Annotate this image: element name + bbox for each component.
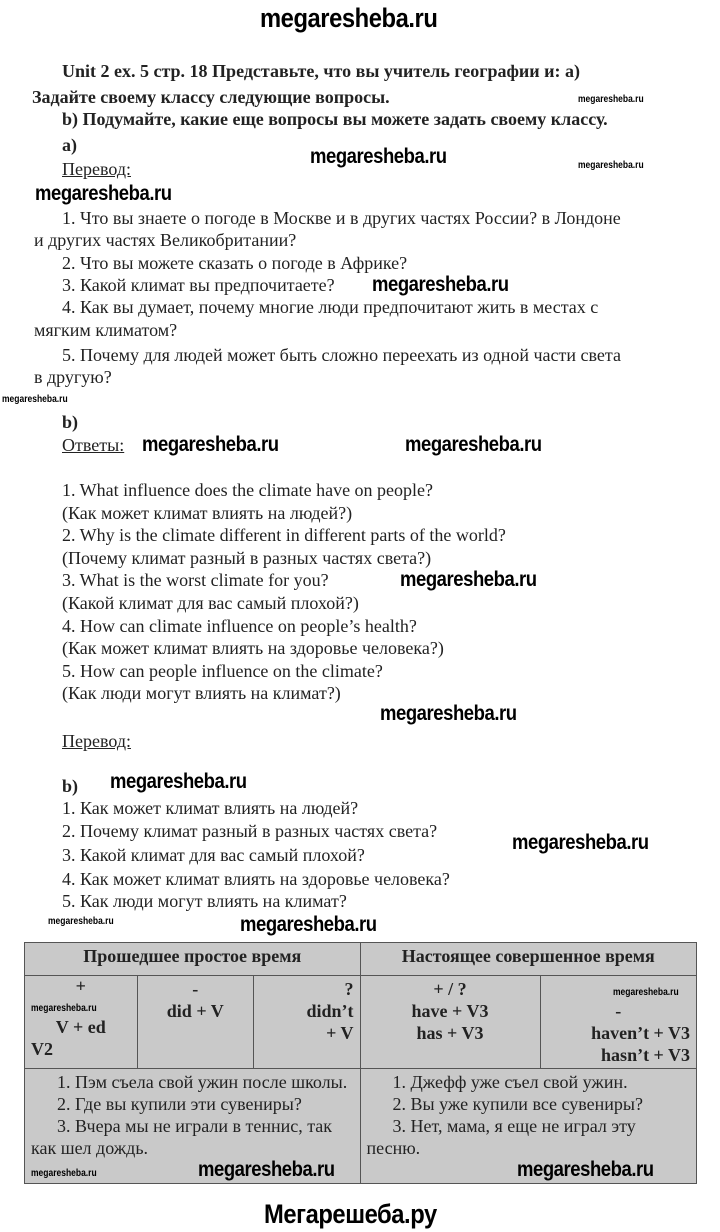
translation-line: 3. Какой климат для вас самый плохой? <box>62 845 365 865</box>
present-perfect-header: Настоящее совершенное время <box>360 943 696 976</box>
watermark: megaresheba.ru <box>310 145 447 168</box>
answer-line: 4. How can climate influence on people’s health? <box>62 616 417 636</box>
watermark: megaresheba.ru <box>516 1158 654 1181</box>
task-line: b) Подумайте, какие еще вопросы вы можете задать своему классу. <box>62 109 608 129</box>
pp-affirm-question-cell: + / ? have + V3 has + V3 <box>360 976 540 1069</box>
answer-line: (Как люди могут влиять на климат?) <box>62 683 341 703</box>
watermark: megaresheba.ru <box>240 913 377 936</box>
answer-line: 5. How can people influence on the climate? <box>62 661 383 681</box>
plus-cell: + megaresheba.ru V + ed V2 <box>25 976 138 1069</box>
site-header[interactable]: megaresheba.ru <box>260 3 438 33</box>
answer-line: 3. What is the worst climate for you? <box>62 570 329 590</box>
answer-line: (Почему климат разный в разных частях света?) <box>62 548 432 568</box>
answer-line: 1. What influence does the climate have on people? <box>62 480 434 500</box>
section-label: а) <box>62 135 77 155</box>
watermark: megaresheba.ru <box>612 987 679 998</box>
translation-line: 1. Как может климат влиять на людей? <box>62 798 359 818</box>
section-heading: Перевод: <box>62 731 131 751</box>
past-examples: 1. Пэм съела свой ужин после школы. 2. Где вы купили эти сувениры? 3. Вчера мы не играли в теннис, так как шел дождь. megaresheba.ru megaresheba.ru <box>25 1069 361 1184</box>
text-line: 3. Какой климат вы предпочитаете? <box>62 275 335 295</box>
watermark: megaresheba.ru <box>31 1003 97 1014</box>
watermark: megaresheba.ru <box>512 831 649 854</box>
answer-line: (Как может климат влиять на здоровье человека?) <box>62 638 444 658</box>
watermark: megaresheba.ru <box>405 433 542 456</box>
pp-negative-cell: megaresheba.ru - haven’t + V3 hasn’t + V3 <box>540 976 696 1069</box>
watermark: megaresheba.ru <box>35 182 172 205</box>
translation-line: 2. Почему климат разный в разных частях света? <box>62 821 438 841</box>
watermark: megaresheba.ru <box>400 568 537 591</box>
text-line: в другую? <box>34 367 112 387</box>
text-line: 5. Почему для людей может быть сложно переехать из одной части света <box>62 345 621 365</box>
translation-line: 4. Как может климат влиять на здоровье человека? <box>62 869 450 889</box>
answer-line: (Какой климат для вас самый плохой?) <box>62 593 359 613</box>
grammar-table <box>24 942 697 1184</box>
section-label: b) <box>62 412 79 432</box>
watermark: megaresheba.ru <box>578 94 644 105</box>
watermark: megaresheba.ru <box>372 273 509 296</box>
text-line: 4. Как вы думает, почему многие люди предпочитают жить в местах с <box>62 297 599 317</box>
question-cell: ? didn’t + V <box>254 976 360 1069</box>
text-line: мягким климатом? <box>34 320 178 340</box>
watermark: megaresheba.ru <box>2 394 68 405</box>
watermark: megaresheba.ru <box>380 702 517 725</box>
watermark: megaresheba.ru <box>578 160 644 171</box>
minus-cell: - did + V <box>137 976 254 1069</box>
watermark: megaresheba.ru <box>31 1168 97 1179</box>
translation-line: 5. Как люди могут влиять на климат? <box>62 891 347 911</box>
watermark: megaresheba.ru <box>198 1158 335 1181</box>
watermark: megaresheba.ru <box>48 916 114 927</box>
watermark: megaresheba.ru <box>142 433 279 456</box>
section-heading: Перевод: <box>62 159 131 179</box>
text-line: и других частях Великобритании? <box>34 230 297 250</box>
task-line: Задайте своему классу следующие вопросы. <box>32 87 390 107</box>
section-label: b) <box>62 776 79 796</box>
footer-brand[interactable]: Мегарешеба.ру <box>264 1199 437 1229</box>
text-line: 2. Что вы можете сказать о погоде в Африке? <box>62 253 408 273</box>
perfect-examples: 1. Джефф уже съел свой ужин. 2. Вы уже купили все сувениры? 3. Нет, мама, я еще не играл эту песню. megaresheba.ru <box>360 1069 696 1184</box>
answer-line: (Как может климат влиять на людей?) <box>62 503 353 523</box>
past-simple-header: Прошедшее простое время <box>25 943 361 976</box>
answer-line: 2. Why is the climate different in different parts of the world? <box>62 525 506 545</box>
task-line: Unit 2 ex. 5 стр. 18 Представьте, что вы учитель географии и: а) <box>62 61 581 81</box>
text-line: 1. Что вы знаете о погоде в Москве и в других частях России? в Лондоне <box>62 208 621 228</box>
watermark: megaresheba.ru <box>110 770 247 793</box>
section-heading: Ответы: <box>62 435 125 455</box>
